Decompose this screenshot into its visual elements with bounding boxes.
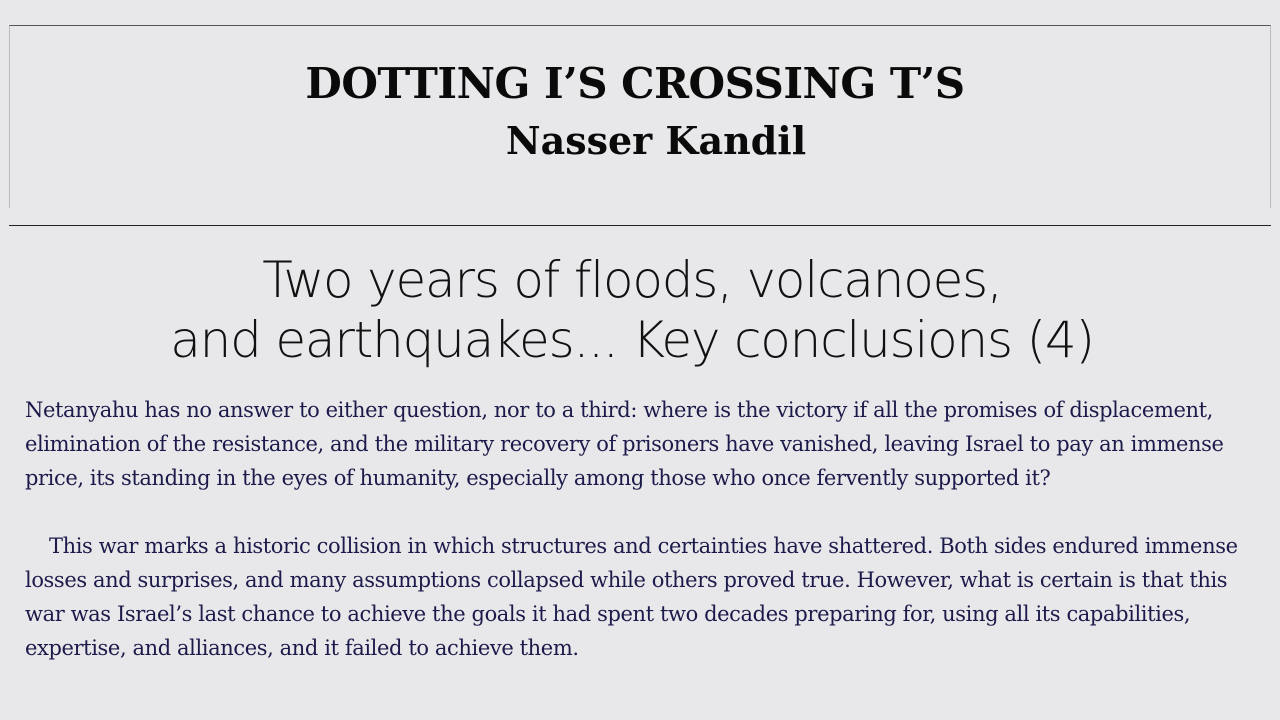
header-divider [9, 225, 1271, 226]
article-body [25, 393, 1260, 665]
column-title: DOTTING I’S CROSSING T’S [305, 59, 965, 108]
article-paragraph-1: Netanyahu has no answer to either question, nor to a third: where is the victory if all the promises of displacement, elimination of the resistance, and the military recovery of prisoners have vanished, leaving Israel to pay an immense price, its standing in the eyes of humanity, especially among those who once fervently supported it? [25, 398, 1224, 490]
article-paragraph-2: This war marks a historic collision in which structures and certainties have shattered. Both sides endured immense losses and surprises, and many assumptions collapsed while others proved true. However, what is certain is that this war was Israel’s last chance to achieve the goals it had spent two decades preparing for, using all its capabilities, expertise, and alliances, and it failed to achieve them. [25, 534, 1238, 660]
author-name: Nasser Kandil [505, 118, 807, 163]
headline-line-1: Two years of floods, volcanoes, [262, 251, 1002, 309]
article-headline [0, 250, 1264, 370]
headline-line-2: and earthquakes... Key conclusions (4) [170, 311, 1094, 369]
column-header-box [9, 25, 1271, 208]
